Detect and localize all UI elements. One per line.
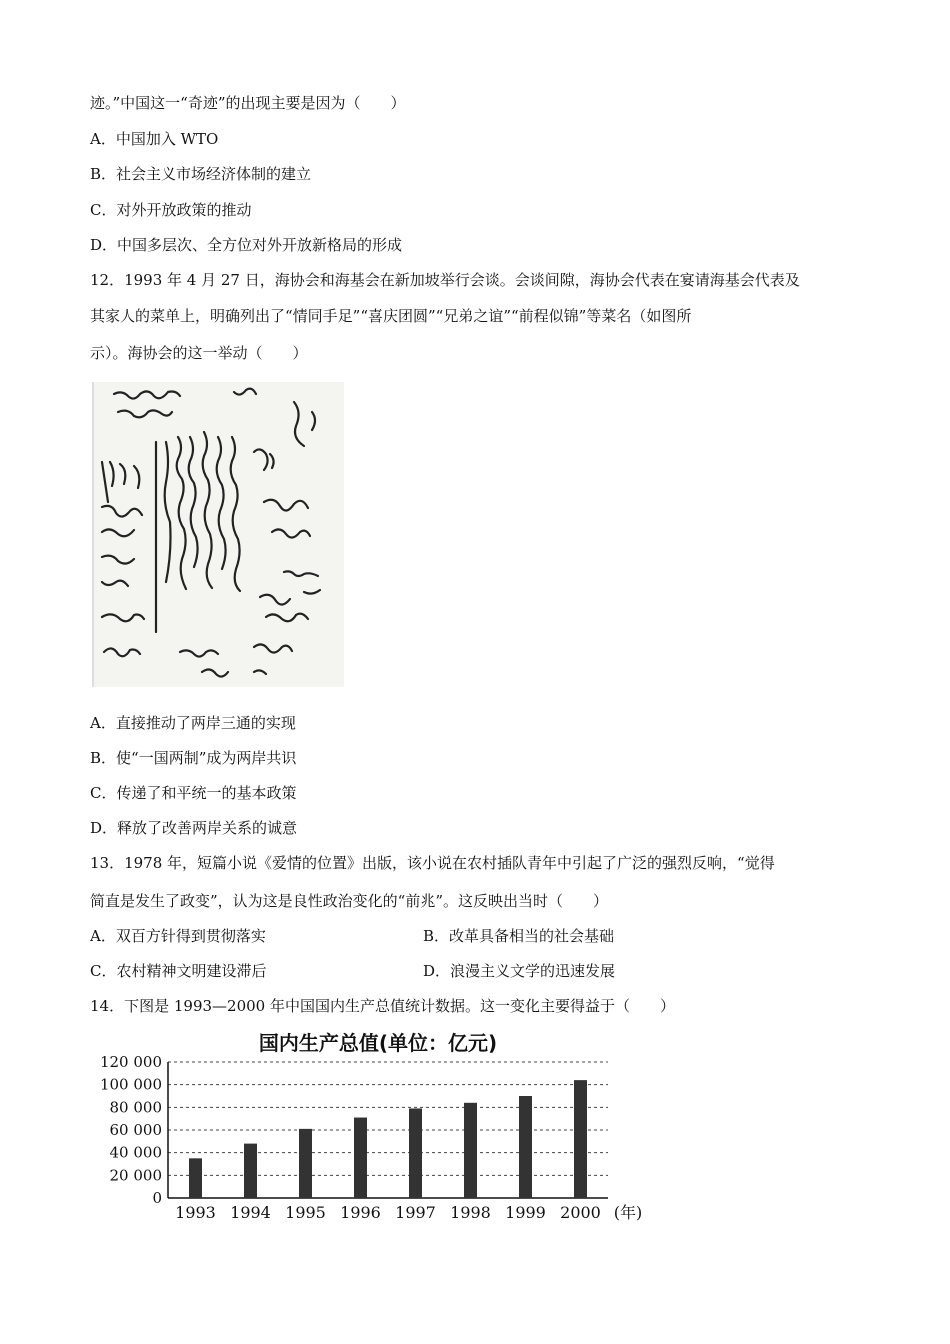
y-tick-label: 0 xyxy=(152,1189,162,1207)
q12-option-b[interactable]: B．使“一国两制”成为两岸共识 xyxy=(90,749,297,767)
x-tick-label: 1997 xyxy=(395,1203,436,1222)
q12-stem-line-2: 其家人的菜单上，明确列出了“情同手足”“喜庆团圆”“兄弟之谊”“前程似锦”等菜名（如图所 xyxy=(90,307,692,325)
q12-option-d[interactable]: D．释放了改善两岸关系的诚意 xyxy=(90,819,298,837)
q12-stem-line-1: 12．1993 年 4 月 27 日，海协会和海基会在新加坡举行会谈。会谈间隙，海协会代表在宴请海基会代表及 xyxy=(90,271,800,289)
q13-option-c[interactable]: C．农村精神文明建设滞后 xyxy=(90,962,267,980)
x-tick-label: 2000 xyxy=(560,1203,601,1222)
bar xyxy=(519,1096,532,1198)
x-tick-label: 1994 xyxy=(230,1203,271,1222)
q13-option-a[interactable]: A．双百方针得到贯彻落实 xyxy=(90,927,266,945)
bar xyxy=(189,1158,202,1198)
bar xyxy=(354,1118,367,1198)
q11-option-c[interactable]: C．对外开放政策的推动 xyxy=(90,201,252,219)
handwritten-menu-image xyxy=(92,382,344,687)
x-tick-label: 1993 xyxy=(175,1203,216,1222)
chart-title: 国内生产总值(单位：亿元) xyxy=(258,1031,498,1055)
gdp-chart-svg xyxy=(88,1026,648,1226)
x-axis-label: (年) xyxy=(613,1203,643,1222)
q13-option-b[interactable]: B．改革具备相当的社会基础 xyxy=(423,927,615,945)
y-tick-label: 80 000 xyxy=(109,1098,162,1117)
y-tick-label: 60 000 xyxy=(109,1121,162,1139)
x-tick-label: 1998 xyxy=(450,1203,491,1222)
x-tick-label: 1996 xyxy=(340,1203,381,1222)
q12-option-c[interactable]: C．传递了和平统一的基本政策 xyxy=(90,784,297,802)
bar xyxy=(574,1080,587,1198)
y-tick-label: 120 000 xyxy=(99,1053,162,1071)
q11-option-d[interactable]: D．中国多层次、全方位对外开放新格局的形成 xyxy=(90,236,403,254)
q11-option-b[interactable]: B．社会主义市场经济体制的建立 xyxy=(90,165,312,183)
q13-stem-line-1: 13．1978 年，短篇小说《爱情的位置》出版，该小说在农村插队青年中引起了广泛的强烈反响，“觉得 xyxy=(90,854,775,872)
gdp-bar-chart xyxy=(88,1026,648,1226)
q11-option-a[interactable]: A．中国加入 WTO xyxy=(90,130,219,148)
q14-stem: 14．下图是 1993—2000 年中国国内生产总值统计数据。这一变化主要得益于（ ） xyxy=(90,997,675,1015)
x-tick-label: 1999 xyxy=(505,1203,546,1222)
y-tick-label: 20 000 xyxy=(109,1166,162,1185)
bar xyxy=(299,1129,312,1198)
q11-stem-tail: 迹。”中国这一“奇迹”的出现主要是因为（ ） xyxy=(90,94,406,112)
bar xyxy=(409,1108,422,1198)
handwriting-scribbles xyxy=(94,382,344,687)
y-tick-label: 100 000 xyxy=(99,1075,162,1094)
bar xyxy=(464,1103,477,1198)
bar xyxy=(244,1144,257,1198)
x-tick-label: 1995 xyxy=(285,1203,326,1222)
q12-stem-line-3: 示）。海协会的这一举动（ ） xyxy=(90,344,308,362)
y-tick-label: 40 000 xyxy=(109,1143,162,1162)
q12-option-a[interactable]: A．直接推动了两岸三通的实现 xyxy=(90,714,296,732)
q13-stem-line-2: 简直是发生了政变”，认为这是良性政治变化的“前兆”。这反映出当时（ ） xyxy=(90,892,609,910)
q13-option-d[interactable]: D．浪漫主义文学的迅速发展 xyxy=(423,962,616,980)
